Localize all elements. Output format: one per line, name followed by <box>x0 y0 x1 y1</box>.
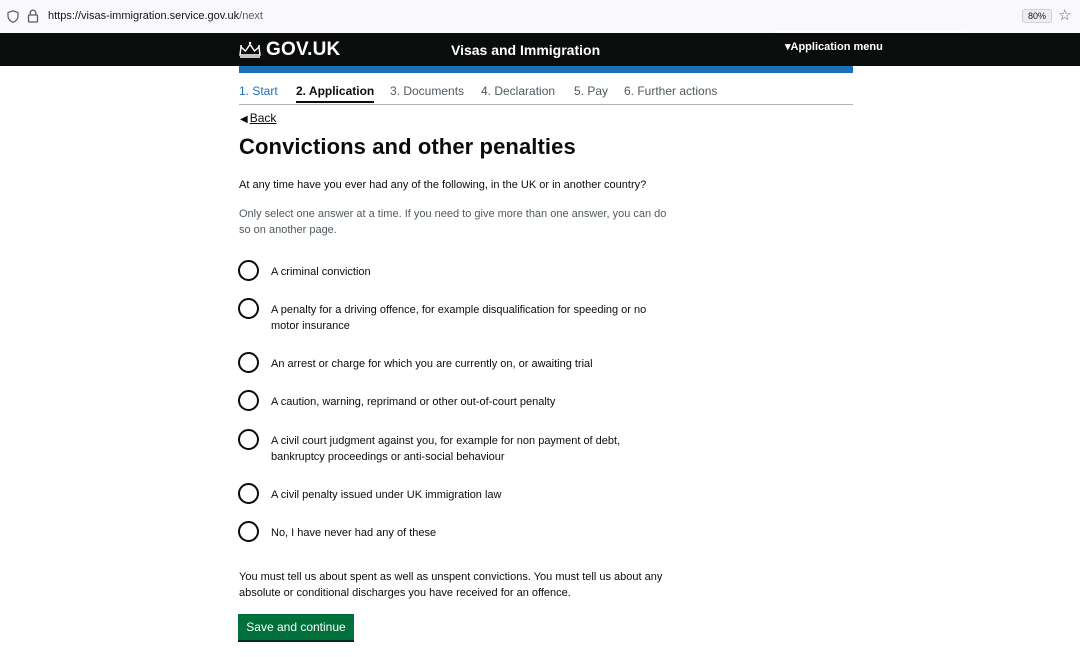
back-link[interactable] <box>240 111 276 125</box>
step-further-actions: 6. Further actions <box>624 84 718 98</box>
address-bar[interactable] <box>48 10 263 22</box>
radio-label[interactable]: A civil penalty issued under UK immigration law <box>271 489 502 501</box>
govuk-logo[interactable]: GOV.UK <box>266 39 341 60</box>
radio-button[interactable] <box>238 429 259 450</box>
application-menu-label[interactable]: ▾Application menu <box>785 41 883 53</box>
radio-button[interactable] <box>238 483 259 504</box>
radio-label[interactable]: A penalty for a driving offence, for example disqualification for speeding or no motor insurance <box>271 304 647 332</box>
radio-button[interactable] <box>238 352 259 373</box>
question-text: At any time have you ever had any of the following, in the UK or in another country? <box>239 179 647 191</box>
browser-toolbar <box>0 0 1080 34</box>
service-name[interactable]: Visas and Immigration <box>451 42 601 58</box>
page-title: Convictions and other penalties <box>239 134 576 159</box>
radio-label[interactable]: A criminal conviction <box>271 266 371 278</box>
bookmark-star-icon[interactable]: ☆ <box>1058 7 1072 24</box>
zoom-level-badge[interactable]: 80% <box>1022 9 1052 23</box>
radio-label[interactable]: A civil court judgment against you, for example for non payment of debt, bankruptcy proceedings or anti-social behaviour <box>271 435 621 463</box>
radio-label[interactable]: A caution, warning, reprimand or other out-of-court penalty <box>271 396 556 408</box>
header-accent-bar <box>239 66 853 73</box>
save-and-continue-button[interactable]: Save and continue <box>238 614 354 640</box>
url-host: https://visas-immigration.service.gov.uk <box>48 10 240 22</box>
divider <box>239 104 853 105</box>
lock-icon[interactable] <box>27 9 39 23</box>
triangle-left-icon: ◀ <box>240 114 248 125</box>
radio-button[interactable] <box>238 390 259 411</box>
disclosure-note: You must tell us about spent as well as unspent convictions. You must tell us about any absolute or conditional discharges you have received for an offence. <box>239 571 663 599</box>
hint-text: Only select one answer at a time. If you need to give more than one answer, you can do so on another page. <box>239 208 667 236</box>
step-pay: 5. Pay <box>574 84 609 98</box>
step-application[interactable]: 2. Application <box>296 84 374 103</box>
radio-label[interactable]: No, I have never had any of these <box>271 527 437 539</box>
url-path: /next <box>239 10 263 22</box>
radio-button[interactable] <box>238 298 259 319</box>
crown-icon <box>238 41 262 58</box>
step-start[interactable]: 1. Start <box>239 84 278 98</box>
radio-button[interactable] <box>238 260 259 281</box>
step-declaration: 4. Declaration <box>481 84 556 98</box>
shield-icon[interactable] <box>7 10 19 23</box>
back-label: Back <box>249 111 277 125</box>
radio-button[interactable] <box>238 521 259 542</box>
radio-label[interactable]: An arrest or charge for which you are currently on, or awaiting trial <box>271 358 593 370</box>
step-documents: 3. Documents <box>390 84 465 98</box>
